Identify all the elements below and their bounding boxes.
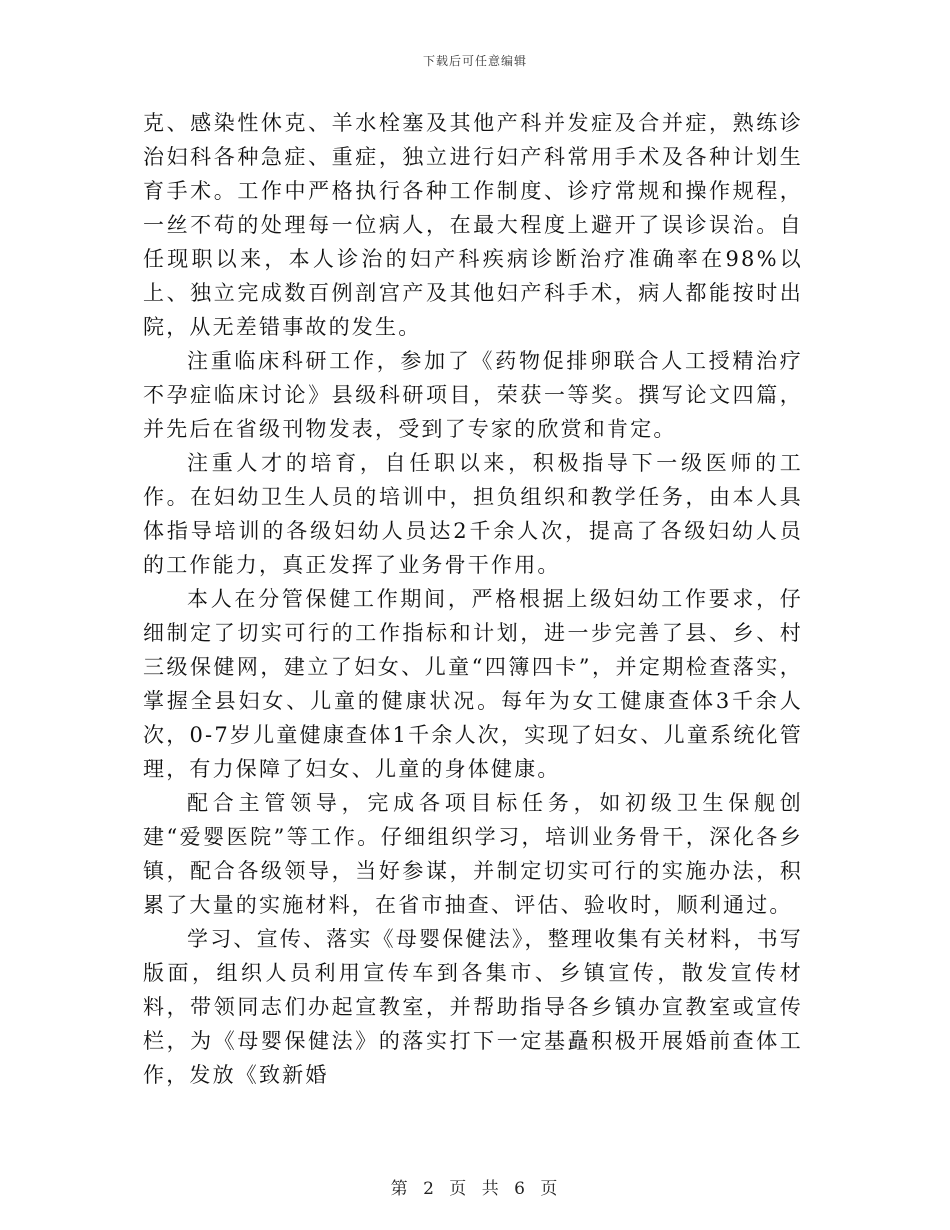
paragraph-6: 学习、宣传、落实《母婴保健法》，整理收集有关材料，书写版面，组织人员利用宣传车到各集市、乡镇宣传，散发宣传材料，带领同志们办起宣教室，并帮助指导各乡镇办宣教室或宣传栏，为《母婴保健法》的落实打下一定基矗积极开展婚前查体工作，发放《致新婚 xyxy=(143,927,803,1087)
paragraph-1: 克、感染性休克、羊水栓塞及其他产科并发症及合并症，熟练诊治妇科各种急症、重症，独立进行妇产科常用手术及各种计划生育手术。工作中严格执行各种工作制度、诊疗常规和操作规程，一丝不苟的处理每一位病人，在最大程度上避开了误诊误治。自任现职以来，本人诊治的妇产科疾病诊断治疗准确率在98%以上、独立完成数百例剖宫产及其他妇产科手术，病人都能按时出院，从无差错事故的发生。 xyxy=(143,111,803,339)
page-header: 下载后可任意编辑 xyxy=(422,54,527,68)
document-body xyxy=(143,106,803,1092)
paragraph-5: 配合主管领导，完成各项目标任务，如初级卫生保舰创建“爱婴医院”等工作。仔细组织学习，培训业务骨干，深化各乡镇，配合各级领导，当好参谋，并制定切实可行的实施办法，积累了大量的实施材料，在省市抽查、评估、验收时，顺利通过。 xyxy=(143,791,803,917)
paragraph-2: 注重临床科研工作，参加了《药物促排卵联合人工授精治疗不孕症临床讨论》县级科研项目，荣获一等奖。撰写论文四篇，并先后在省级刊物发表，受到了专家的欣赏和肯定。 xyxy=(143,349,803,441)
paragraph-4: 本人在分管保健工作期间，严格根据上级妇幼工作要求，仔细制定了切实可行的工作指标和计划，进一步完善了县、乡、村三级保健网，建立了妇女、儿童“四簿四卡”，并定期检查落实，掌握全县妇女、儿童的健康状况。每年为女工健康查体3千余人次，0-7岁儿童健康查体1千余人次，实现了妇女、儿童系统化管理，有力保障了妇女、儿童的身体健康。 xyxy=(143,587,803,781)
paragraph-3: 注重人才的培育，自任职以来，积极指导下一级医师的工作。在妇幼卫生人员的培训中，担负组织和教学任务，由本人具体指导培训的各级妇幼人员达2千余人次，提高了各级妇幼人员的工作能力，真正发挥了业务骨干作用。 xyxy=(143,451,803,577)
page-number-footer: 第 2 页 共 6 页 xyxy=(390,1179,560,1199)
